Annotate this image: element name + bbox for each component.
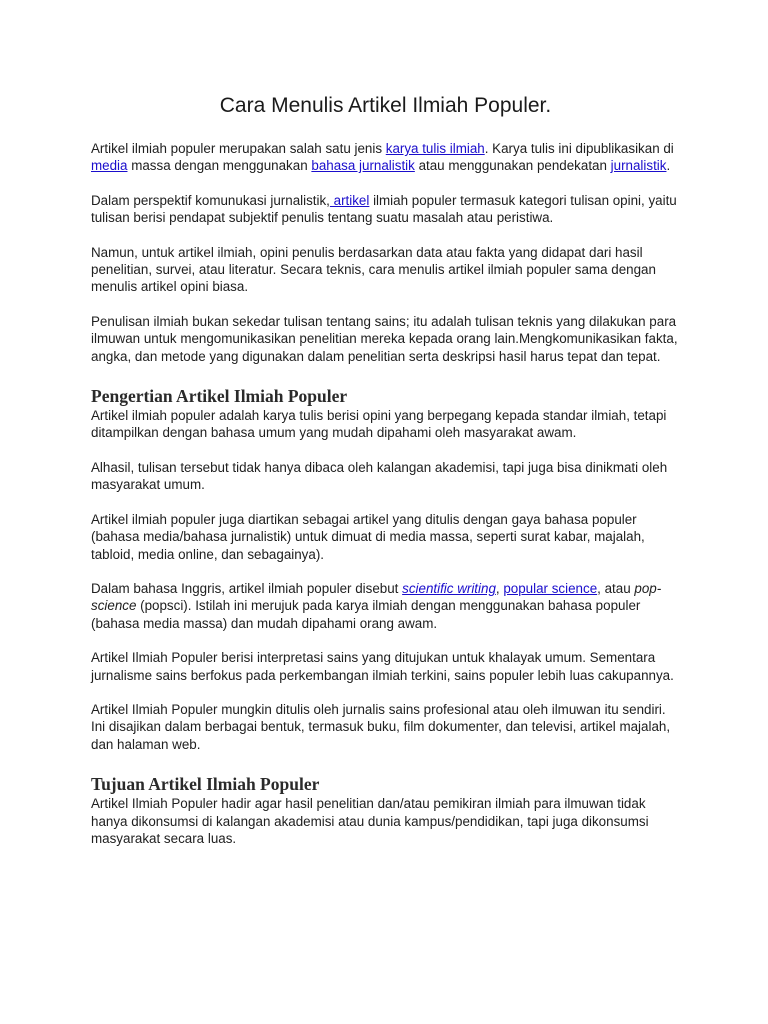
page-title [91,92,680,120]
link-jurnalistik[interactable]: jurnalistik [610,158,667,174]
text-run: . [666,158,671,174]
link-karya-tulis-ilmiah[interactable]: karya tulis ilmiah [385,141,485,156]
paragraph-perspektif [91,192,680,227]
text-run: atau menggunakan pendekatan [414,158,611,174]
link-popular-science[interactable]: popular science [503,580,598,596]
link-artikel[interactable]: artikel [329,192,370,208]
text-run: Dalam bahasa Inggris, artikel ilmiah populer disebut [91,580,403,596]
heading-pengertian: Pengertian Artikel Ilmiah Populer [91,386,348,407]
paragraph-interpretasi: Artikel Ilmiah Populer berisi interpretasi sains yang ditujukan untuk khalayak umum. Sementara jurnalisme sains berfokus pada perkembangan ilmiah terkini, sains populer lebih luas cakupannya. [91,650,674,683]
text-run: , [495,580,504,596]
text-run: massa dengan menggunakan [127,158,312,174]
paragraph-definisi: Artikel ilmiah populer adalah karya tulis berisi opini yang berpegang kepada standar ilmiah, tetapi ditampilkan dengan bahasa umum yang mudah dipahami oleh masyarakat awam. [91,408,667,441]
paragraph-opini: Namun, untuk artikel ilmiah, opini penulis berdasarkan data atau fakta yang didapat dari hasil penelitian, survei, atau literatur. Secara teknis, cara menulis artikel ilmiah populer sama dengan menulis artikel opini biasa. [91,244,656,295]
text-run: Artikel ilmiah populer merupakan salah satu jenis [91,141,386,156]
paragraph-tujuan: Artikel Ilmiah Populer hadir agar hasil penelitian dan/atau pemikiran ilmiah para ilmuwan tidak hanya dikonsumsi di kalangan akademisi atau dunia kampus/pendidikan, tapi juga dikonsumsi masyarakat secara luas. [91,796,649,846]
paragraph-jurnalis: Artikel Ilmiah Populer mungkin ditulis oleh jurnalis sains profesional atau oleh ilmuwan itu sendiri. Ini disajikan dalam berbagai bentuk, termasuk buku, film dokumenter, dan televisi, artikel majalah, dan halaman web. [91,701,671,752]
title-period: . [545,94,552,117]
paragraph-bahasa-inggris [91,580,680,632]
text-run: , atau [597,580,635,596]
link-bahasa-jurnalistik[interactable]: bahasa jurnalistik [311,158,415,174]
text-run: Dalam perspektif komunukasi jurnalistik, [91,192,330,208]
title-text: Cara Menulis Artikel Ilmiah Populer [219,94,546,117]
heading-tujuan: Tujuan Artikel Ilmiah Populer [91,774,320,795]
text-run: . Karya tulis ini dipublikasikan di [484,141,674,156]
link-scientific-writing[interactable]: scientific writing [402,580,496,596]
paragraph-alhasil: Alhasil, tulisan tersebut tidak hanya dibaca oleh kalangan akademisi, tapi juga bisa dinikmati oleh masyarakat umum. [91,459,668,493]
paragraph-gaya-bahasa: Artikel ilmiah populer juga diartikan sebagai artikel yang ditulis dengan gaya bahasa populer (bahasa media/bahasa jurnalistik) untuk dimuat di media massa, seperti surat kabar, majalah, tabloid, media online, dan sebagainya). [91,511,645,562]
link-media[interactable]: media [91,158,128,174]
text-run: ilmiah populer termasuk kategori tulisan opini, yaitu tulisan berisi pendapat subjektif penulis tentang suatu masalah atau peristiwa. [91,192,677,226]
emphasis-pop-science: pop-science [91,580,662,614]
paragraph-intro [91,140,680,175]
paragraph-penulisan-ilmiah: Penulisan ilmiah bukan sekedar tulisan tentang sains; itu adalah tulisan teknis yang dilakukan para ilmuwan untuk mengomunikasikan penelitian mereka kepada orang lain.Mengkomunikasikan fakta, angka, dan metode yang digunakan dalam penelitian serta deskripsi hasil harus tepat dan tepat. [91,313,678,364]
text-run: (popsci). Istilah ini merujuk pada karya ilmiah dengan menggunakan bahasa populer (bahasa media massa) dan mudah dipahami orang awam. [91,598,641,631]
